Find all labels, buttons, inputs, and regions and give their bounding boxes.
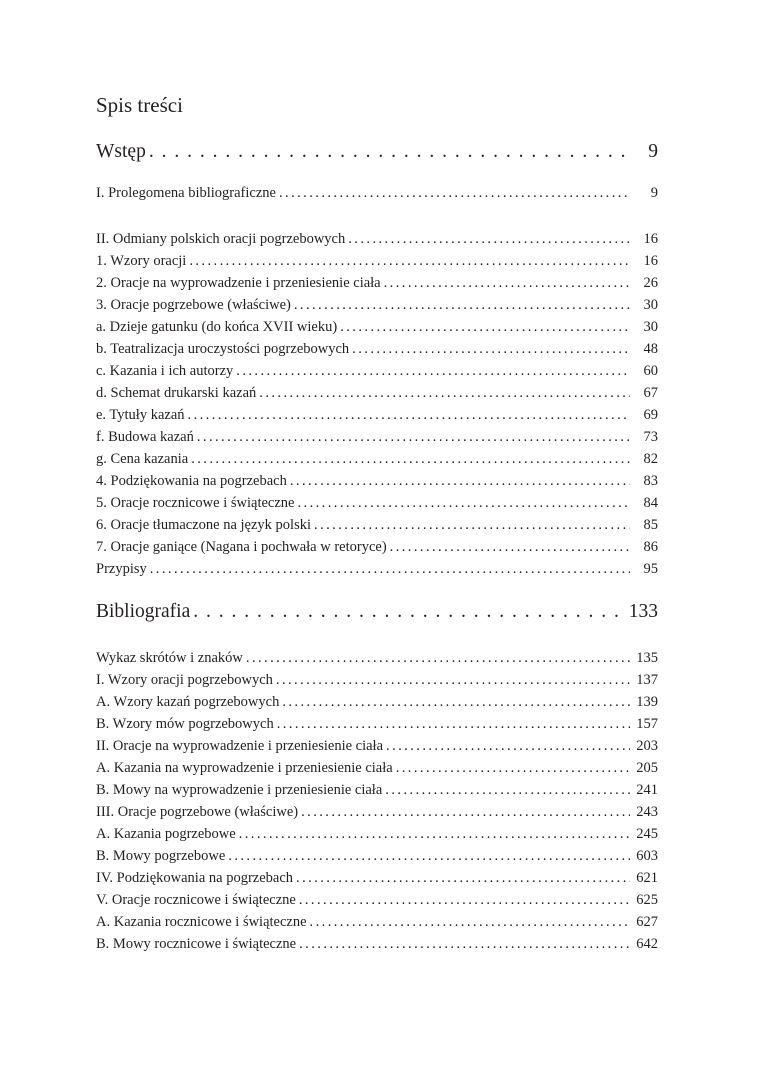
- toc-entry-page-number: 69: [643, 407, 658, 423]
- toc-entry-page-number: 30: [643, 297, 658, 313]
- toc-dot-leader: [294, 295, 630, 315]
- toc-entry: [96, 183, 658, 203]
- toc-entry: [96, 383, 658, 403]
- toc-dot-leader: [384, 273, 630, 293]
- toc-dot-leader: [239, 824, 630, 844]
- page-title: Spis treści: [96, 93, 183, 117]
- toc-entry: [96, 273, 658, 293]
- toc-entry-label: d. Schemat drukarski kazań: [96, 385, 257, 401]
- toc-entry-page-number: 642: [636, 936, 658, 952]
- toc-dot-leader: [197, 427, 630, 447]
- toc-entry-page-number: 48: [643, 341, 658, 357]
- toc-dot-leader: [296, 868, 630, 888]
- toc-entry: [96, 405, 658, 425]
- toc-entry-label: V. Oracje rocznicowe i świąteczne: [96, 892, 296, 908]
- toc-dot-leader: [314, 515, 630, 535]
- toc-entry-page-number: 157: [636, 716, 658, 732]
- toc-entry-label: B. Mowy rocznicowe i świąteczne: [96, 936, 297, 952]
- toc-dot-leader: [396, 758, 630, 778]
- toc-entry-page-number: 137: [636, 672, 658, 688]
- toc-entry: [96, 648, 658, 668]
- toc-entry-page-number: 625: [636, 892, 658, 908]
- toc-entry: [96, 600, 658, 624]
- toc-entry-page-number: 205: [636, 760, 658, 776]
- toc-entry: [96, 361, 658, 381]
- toc-entry: [96, 295, 658, 315]
- toc-entry: [96, 317, 658, 337]
- toc-dot-leader: [191, 449, 630, 469]
- toc-entry-label: B. Mowy pogrzebowe: [96, 848, 226, 864]
- toc-dot-leader: [246, 648, 630, 668]
- toc-entry: [96, 692, 658, 712]
- toc-entry: [96, 537, 658, 557]
- toc-entry-label: Wykaz skrótów i znaków: [96, 650, 243, 666]
- toc-dot-leader: [188, 405, 630, 425]
- toc-entry-page-number: 73: [643, 429, 658, 445]
- toc-dot-leader: [279, 183, 630, 203]
- toc-entry-label: Bibliografia: [96, 601, 191, 622]
- toc-entry-label: e. Tytuły kazań: [96, 407, 185, 423]
- toc-dot-leader: [259, 383, 630, 403]
- toc-dot-leader: [299, 934, 630, 954]
- toc-entry-label: II. Odmiany polskich oracji pogrzebowych: [96, 231, 346, 247]
- toc-entry-page-number: 84: [643, 495, 658, 511]
- toc-dot-leader: [228, 846, 630, 866]
- toc-dot-leader: [386, 736, 630, 756]
- toc-entry-page-number: 245: [636, 826, 658, 842]
- toc-entry: [96, 670, 658, 690]
- toc-entry: [96, 339, 658, 359]
- toc-dot-leader: [189, 251, 630, 271]
- toc-entry-page-number: 9: [650, 185, 658, 201]
- toc-entry-label: c. Kazania i ich autorzy: [96, 363, 234, 379]
- toc-dot-leader: [150, 559, 630, 579]
- toc-entry: [96, 934, 658, 954]
- toc-entry: [96, 890, 658, 910]
- toc-entry-page-number: 133: [628, 601, 658, 622]
- toc-dot-leader: [277, 714, 630, 734]
- toc-entry: [96, 140, 658, 164]
- toc-entry-label: Przypisy: [96, 561, 147, 577]
- toc-entry-label: I. Wzory oracji pogrzebowych: [96, 672, 273, 688]
- toc-entry-page-number: 16: [643, 231, 658, 247]
- toc-entry: [96, 559, 658, 579]
- toc-dot-leader: [310, 912, 630, 932]
- toc-dot-leader: [290, 471, 630, 491]
- toc-entry-page-number: 135: [636, 650, 658, 666]
- toc-entry-page-number: 16: [643, 253, 658, 269]
- toc-entry: [96, 449, 658, 469]
- toc-entry-label: f. Budowa kazań: [96, 429, 194, 445]
- toc-entry-page-number: 9: [648, 141, 658, 162]
- table-of-contents: [96, 0, 658, 1080]
- toc-entry-page-number: 67: [643, 385, 658, 401]
- toc-entry-page-number: 30: [643, 319, 658, 335]
- toc-entry-label: IV. Podziękowania na pogrzebach: [96, 870, 294, 886]
- toc-dot-leader: [299, 890, 630, 910]
- toc-entry: [96, 427, 658, 447]
- toc-entry-label: a. Dzieje gatunku (do końca XVII wieku): [96, 319, 338, 335]
- toc-entry: [96, 493, 658, 513]
- toc-entry-page-number: 621: [636, 870, 658, 886]
- toc-entry: [96, 780, 658, 800]
- toc-entry-page-number: 627: [636, 914, 658, 930]
- toc-entry: [96, 714, 658, 734]
- toc-dot-leader: [282, 692, 630, 712]
- toc-entry: [96, 758, 658, 778]
- toc-entry-page-number: 86: [643, 539, 658, 555]
- toc-dot-leader: [340, 317, 630, 337]
- toc-entry-label: A. Kazania pogrzebowe: [96, 826, 236, 842]
- toc-entry: [96, 824, 658, 844]
- toc-entry: [96, 802, 658, 822]
- toc-entry-label: A. Kazania rocznicowe i świąteczne: [96, 914, 307, 930]
- toc-entry-label: 5. Oracje rocznicowe i świąteczne: [96, 495, 295, 511]
- toc-entry-page-number: 139: [636, 694, 658, 710]
- toc-entry: [96, 229, 658, 249]
- toc-entry-label: 2. Oracje na wyprowadzenie i przeniesienie ciała: [96, 275, 381, 291]
- toc-entry: [96, 736, 658, 756]
- toc-entry: [96, 251, 658, 271]
- toc-entry-label: B. Wzory mów pogrzebowych: [96, 716, 274, 732]
- toc-entry-page-number: 60: [643, 363, 658, 379]
- toc-entry-label: g. Cena kazania: [96, 451, 189, 467]
- toc-entry-page-number: 83: [643, 473, 658, 489]
- toc-dot-leader: [149, 140, 630, 164]
- toc-dot-leader: [352, 339, 630, 359]
- toc-dot-leader: [348, 229, 630, 249]
- toc-entry-label: 6. Oracje tłumaczone na język polski: [96, 517, 312, 533]
- toc-entry-label: Wstęp: [96, 141, 146, 162]
- toc-entry-page-number: 243: [636, 804, 658, 820]
- toc-entry-label: b. Teatralizacja uroczystości pogrzebowych: [96, 341, 350, 357]
- toc-entry-label: B. Mowy na wyprowadzenie i przeniesienie ciała: [96, 782, 383, 798]
- toc-entry-page-number: 26: [643, 275, 658, 291]
- toc-entry-page-number: 82: [643, 451, 658, 467]
- toc-dot-leader: [385, 780, 630, 800]
- toc-entry-page-number: 95: [643, 561, 658, 577]
- toc-dot-leader: [276, 670, 630, 690]
- toc-entry: [96, 471, 658, 491]
- toc-entry-label: 3. Oracje pogrzebowe (właściwe): [96, 297, 291, 313]
- toc-entry-label: 7. Oracje ganiące (Nagana i pochwała w retoryce): [96, 539, 387, 555]
- toc-dot-leader: [297, 493, 630, 513]
- toc-entry-page-number: 241: [636, 782, 658, 798]
- toc-dot-leader: [301, 802, 630, 822]
- toc-entry-label: II. Oracje na wyprowadzenie i przeniesienie ciała: [96, 738, 384, 754]
- toc-entry-page-number: 603: [636, 848, 658, 864]
- toc-entry: [96, 868, 658, 888]
- toc-entry-page-number: 85: [643, 517, 658, 533]
- toc-entry: [96, 846, 658, 866]
- toc-entry-label: 1. Wzory oracji: [96, 253, 187, 269]
- toc-entry-label: A. Wzory kazań pogrzebowych: [96, 694, 280, 710]
- toc-entry-page-number: 203: [636, 738, 658, 754]
- toc-entry-label: A. Kazania na wyprowadzenie i przeniesienie ciała: [96, 760, 393, 776]
- toc-entry-label: 4. Podziękowania na pogrzebach: [96, 473, 287, 489]
- toc-entry-label: I. Prolegomena bibliograficzne: [96, 185, 276, 201]
- toc-dot-leader: [236, 361, 630, 381]
- toc-dot-leader: [390, 537, 630, 557]
- toc-dot-leader: [193, 600, 623, 624]
- toc-entry-label: III. Oracje pogrzebowe (właściwe): [96, 804, 299, 820]
- toc-entry: [96, 912, 658, 932]
- toc-entry: [96, 515, 658, 535]
